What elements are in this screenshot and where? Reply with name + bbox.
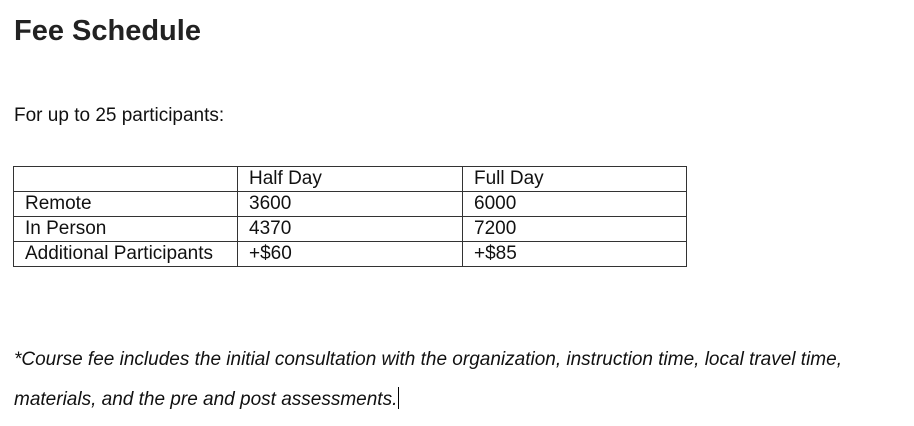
- header-cell-empty[interactable]: [14, 167, 238, 192]
- row-label-remote[interactable]: Remote: [14, 192, 238, 217]
- cell-in-person-full-day[interactable]: 7200: [463, 217, 687, 242]
- cell-additional-full-day[interactable]: +$85: [463, 242, 687, 267]
- table-row: [14, 217, 687, 242]
- table-row: [14, 192, 687, 217]
- table-row: [14, 242, 687, 267]
- cell-remote-full-day[interactable]: 6000: [463, 192, 687, 217]
- intro-text: For up to 25 participants:: [14, 105, 225, 126]
- cell-remote-half-day[interactable]: 3600: [238, 192, 463, 217]
- page-title: Fee Schedule: [14, 15, 201, 47]
- cell-additional-half-day[interactable]: +$60: [238, 242, 463, 267]
- table-header-row: [14, 167, 687, 192]
- text-cursor: [398, 387, 399, 409]
- header-cell-half-day[interactable]: Half Day: [238, 167, 463, 192]
- footnote[interactable]: [14, 340, 899, 420]
- header-cell-full-day[interactable]: Full Day: [463, 167, 687, 192]
- row-label-in-person[interactable]: In Person: [14, 217, 238, 242]
- row-label-additional-participants[interactable]: Additional Participants: [14, 242, 238, 267]
- footnote-text: *Course fee includes the initial consultation with the organization, instruction time, local travel time, materials, and the pre and post assessments.: [14, 349, 842, 410]
- cell-in-person-half-day[interactable]: 4370: [238, 217, 463, 242]
- fee-table: [13, 166, 687, 267]
